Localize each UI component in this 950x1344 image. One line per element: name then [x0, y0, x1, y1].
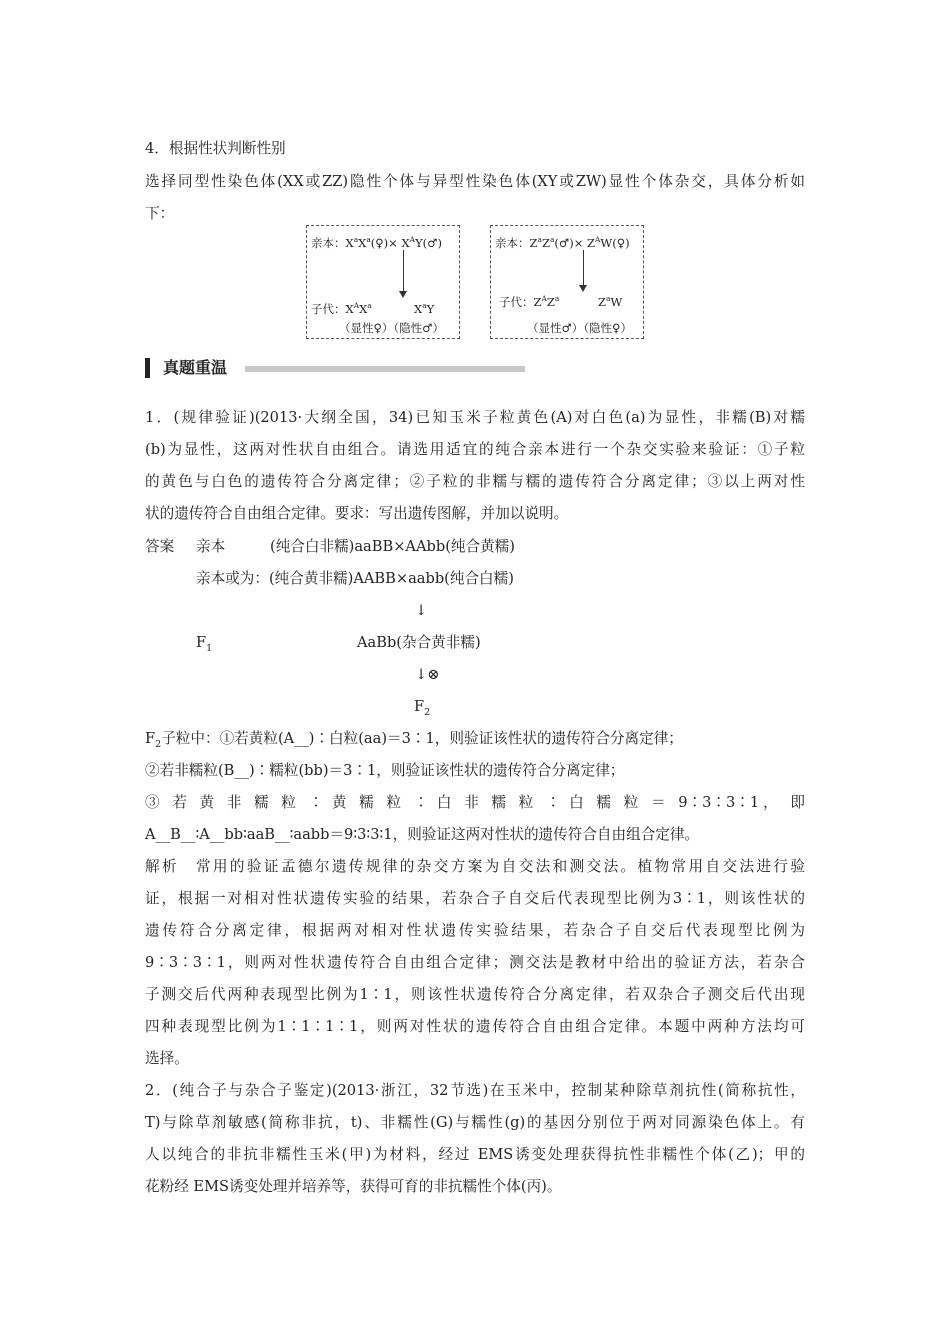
zw-down-arrow-icon	[583, 250, 584, 286]
q1-line-2: (b)为显性，这两对性状自由组合。请选用适宜的纯合亲本进行一个杂交实验来验证：①子粒	[145, 441, 805, 458]
answer-condition-3-ratio: A__B__∶A__bb∶aaB__∶aabb＝9∶3∶3∶1，则验证这两对性状的遗传符合自由组合定律。	[145, 826, 700, 843]
q1-line-3: 的黄色与白色的遗传符合分离定律；②子粒的非糯与糯的遗传符合分离定律；③以上两对性	[145, 473, 805, 490]
analysis-line-2: 证，根据一对相对性状遗传实验的结果，若杂合子自交后代表现型比例为3∶1，则该性状的	[145, 890, 805, 907]
zw-phenotype-row: （显性♂）（隐性♀）	[527, 321, 632, 335]
xy-inheritance-diagram	[306, 225, 460, 339]
answer-f1-value: AaBb(杂合黄非糯)	[357, 634, 481, 651]
analysis-line-5: 子测交后代两种表现型比例为1∶1，则该性状遗传符合分离定律，若双杂合子测交后代出现	[145, 986, 805, 1003]
q1-line-4: 状的遗传符合自由组合定律。要求：写出遗传图解，并加以说明。	[145, 505, 569, 522]
answer-condition-2: ②若非糯粒(B__)∶糯粒(bb)＝3∶1，则验证该性状的遗传符合分离定律；	[145, 762, 625, 779]
analysis-line-6: 四种表现型比例为1∶1∶1∶1，则两对性状的遗传符合自由组合定律。本题中两种方法均可	[145, 1018, 805, 1035]
answer-parent-cross: (纯合白非糯)aaBB×AAbb(纯合黄糯)	[270, 538, 515, 555]
zw-parent-row: 亲本：$Z^aZ^a(♂)\times$ $Z^AW(♀)$	[495, 235, 630, 250]
answer-f2-intro: $F_2$子粒中：①若黄粒(A__)∶白粒(aa)＝3∶1，则验证该性状的遗传符合分离定律；	[145, 730, 683, 750]
section-title: 真题重温	[163, 358, 228, 377]
section-4-intro-line-1: 选择同型性染色体(XX或ZZ)隐性个体与异型性染色体(XY或ZW)显性个体杂交，具体分析如	[145, 173, 805, 190]
analysis-line-3: 遗传符合分离定律，根据两对相对性状遗传实验结果，若杂合子自交后代表现型比例为	[145, 922, 805, 939]
answer-f2-label: $F_2$	[414, 698, 431, 718]
zw-offspring-female: $Z^aW$	[598, 294, 623, 309]
answer-parent-label: 亲本	[196, 538, 226, 555]
zw-offspring-row: 子代：$Z^AZ^a$	[499, 294, 560, 309]
answer-f1-label: $F_1$	[196, 634, 213, 654]
answer-arrow-1-icon: ↓	[415, 602, 428, 619]
section-title-rule	[245, 366, 525, 372]
answer-label: 答案	[145, 538, 175, 555]
section-marker-icon	[145, 358, 150, 378]
zw-inheritance-diagram	[490, 225, 644, 339]
answer-alt-parents: 亲本或为：(纯合黄非糯)AABB×aabb(纯合白糯)	[196, 570, 514, 587]
xy-phenotype-row: （显性♀）（隐性♂）	[339, 321, 444, 335]
q1-line-1: 1．(规律验证)(2013·大纲全国，34)已知玉米子粒黄色(A)对白色(a)为显性，非糯(B)对糯	[145, 409, 805, 426]
q2-line-1: 2．(纯合子与杂合子鉴定)(2013·浙江，32节选)在玉米中，控制某种除草剂抗性(简称抗性，	[145, 1082, 805, 1099]
answer-condition-3: ③ 若 黄 非 糯 粒 ∶ 黄 糯 粒 ∶ 白 非 糯 粒 ∶ 白 糯 粒 ＝ 9∶3∶3∶1， 即	[145, 794, 805, 811]
section-header	[145, 356, 525, 380]
analysis-line-1: 解析 常用的验证孟德尔遗传规律的杂交方案为自交法和测交法。植物常用自交法进行验	[145, 858, 805, 875]
section-4-intro-line-2: 下：	[145, 205, 175, 222]
xy-down-arrow-icon	[403, 250, 404, 292]
analysis-line-7: 选择。	[145, 1050, 189, 1067]
xy-offspring-male: $X^aY$	[414, 301, 435, 316]
answer-self-cross-icon: ↓⊗	[415, 666, 440, 683]
q2-line-2: T)与除草剂敏感(简称非抗，t)、非糯性(G)与糯性(g)的基因分别位于两对同源染色体上。有	[145, 1114, 805, 1131]
q2-line-4: 花粉经 EMS诱变处理并培养等，获得可育的非抗糯性个体(丙)。	[145, 1178, 562, 1195]
section-4-heading: 4．根据性状判断性别	[145, 140, 286, 157]
analysis-line-4: 9∶3∶3∶1，则两对性状遗传符合自由组合定律；测交法是教材中给出的验证方法，若杂合	[145, 954, 805, 971]
xy-parent-row: 亲本：$X^aX^a(♀)\times$ $X^AY(♂)$	[311, 235, 442, 250]
xy-offspring-row: 子代：$X^AX^a$	[311, 301, 372, 316]
q2-line-3: 人以纯合的非抗非糯性玉米(甲)为材料，经过 EMS诱变处理获得抗性非糯性个体(乙)；甲的	[145, 1146, 805, 1163]
